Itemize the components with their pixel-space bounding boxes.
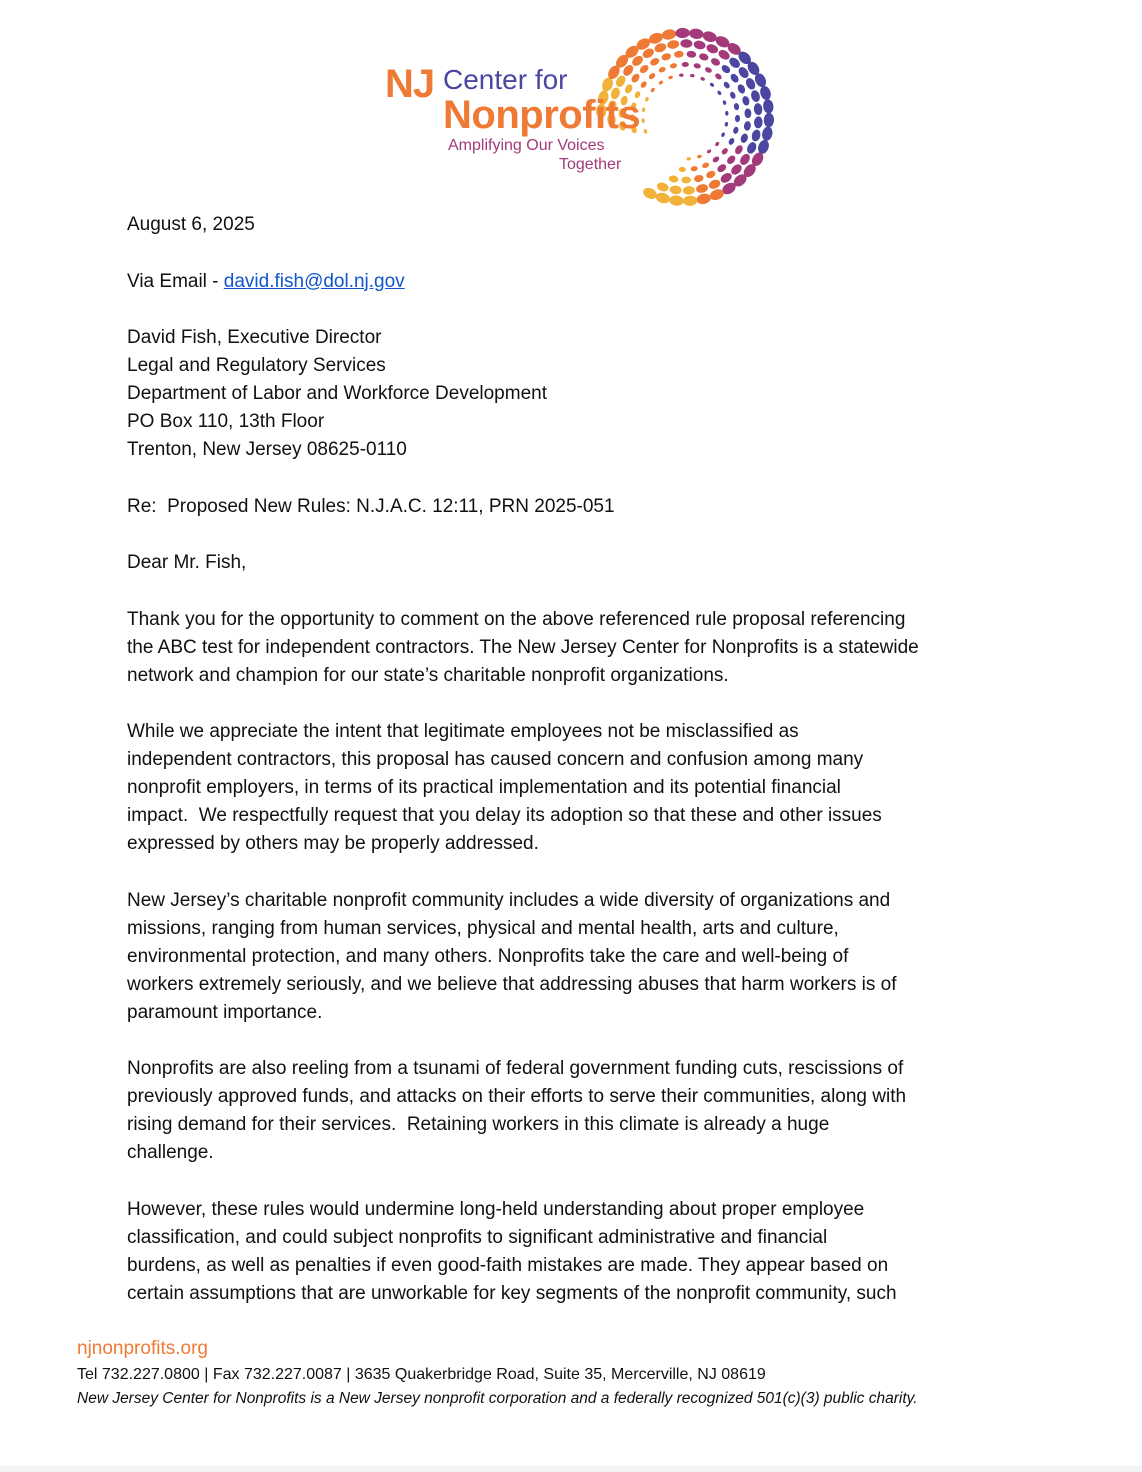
logo-dot: [743, 121, 751, 131]
logo-dot: [639, 80, 647, 89]
logo-dot: [741, 95, 750, 106]
logo-dot: [709, 82, 715, 88]
subject-line: Re: Proposed New Rules: N.J.A.C. 12:11, PRN 2025-051: [127, 495, 615, 517]
logo-dot: [724, 122, 728, 127]
logo-dot: [701, 162, 710, 170]
paragraph: [127, 887, 1027, 1027]
logo-dot: [675, 28, 690, 39]
logo-dot: [655, 191, 672, 205]
recipient-email-link[interactable]: david.fish@dol.nj.gov: [223, 270, 405, 292]
logo-dot: [705, 169, 717, 179]
logo-dot: [648, 72, 657, 80]
logo-dot: [693, 40, 706, 51]
logo-dot: [690, 74, 695, 78]
address-line: David Fish, Executive Director: [127, 327, 382, 348]
letter-body: [127, 211, 1027, 1336]
paragraph-line: independent contractors, this proposal has caused concern and confusion among many: [127, 749, 864, 770]
paragraph-line: Nonprofits are also reeling from a tsunami of federal government funding cuts, rescissions of: [127, 1058, 904, 1079]
paragraph-line: nonprofit employers, in terms of its practical implementation and its potential financial: [127, 777, 841, 798]
logo-dot: [716, 163, 728, 174]
logo-dot: [720, 63, 732, 74]
logo-dot: [721, 132, 726, 138]
logo-dot: [754, 116, 763, 129]
address-line: Trenton, New Jersey 08625-0110: [127, 439, 407, 460]
logo-nonprofits: Nonprofits: [443, 93, 641, 137]
paragraph: [127, 1055, 1027, 1167]
logo-dot: [669, 63, 677, 70]
logo-dot: [644, 96, 649, 102]
via-label: Via Email -: [127, 270, 224, 292]
logo-dot: [696, 192, 712, 205]
logo-dot: [668, 175, 679, 183]
logo-dot: [686, 157, 691, 161]
logo-dot: [697, 154, 703, 159]
logo-dot: [722, 81, 730, 90]
logo-dot: [710, 57, 722, 68]
logo-dot: [630, 72, 641, 84]
address-line: Legal and Regulatory Services: [127, 355, 386, 376]
footer-contact: Tel 732.227.0800 | Fax 732.227.0087 | 3635 Quakerbridge Road, Suite 35, Mercerville, NJ 08619: [77, 1366, 766, 1383]
logo-dot: [683, 195, 698, 206]
logo-dot: [705, 43, 719, 55]
logo-dot: [704, 66, 713, 74]
logo-dot: [680, 39, 692, 48]
logo-dot: [761, 126, 774, 142]
letter-footer: [77, 1336, 918, 1411]
logo-dot: [642, 107, 646, 112]
logo-dot: [736, 83, 746, 95]
paragraph-line: However, these rules would undermine long-held understanding about proper employee: [127, 1198, 865, 1220]
logo-dot: [658, 66, 667, 74]
page-edge: [0, 1466, 1142, 1472]
logo-dot: [683, 186, 695, 195]
logo-dot: [669, 185, 682, 195]
logo-tagline-1: Amplifying Our Voices: [448, 137, 605, 154]
paragraph-line: challenge.: [127, 1142, 214, 1163]
recipient-address: [127, 324, 1027, 464]
paragraph-line: certain assumptions that are unworkable for key segments of the nonprofit community, such: [127, 1282, 897, 1304]
paragraph-line: burdens, as well as penalties if even good-faith mistakes are made. They appear based on: [127, 1254, 889, 1276]
salutation: Dear Mr. Fish,: [127, 552, 247, 573]
logo-dot: [729, 91, 737, 100]
footer-legal-notice: New Jersey Center for Nonprofits is a New Jersey nonprofit corporation and a federally recognized 501(c)(3) public charity.: [77, 1390, 918, 1407]
logo-dot: [722, 100, 727, 106]
logo-dot: [690, 166, 698, 172]
paragraph: [127, 718, 1027, 858]
logo-dot: [734, 144, 745, 156]
logo-dot: [762, 99, 774, 115]
address-line: PO Box 110, 13th Floor: [127, 411, 325, 432]
logo-dot: [706, 149, 712, 155]
logo-dot: [739, 133, 749, 144]
logo-dot: [744, 108, 751, 118]
paragraph-line: network and champion for our state’s charitable nonprofit organizations.: [127, 664, 729, 686]
paragraph-line: New Jersey’s charitable nonprofit community includes a wide diversity of organizations and: [127, 889, 891, 911]
logo-dot: [753, 103, 763, 116]
logo-dot: [650, 87, 656, 93]
logo-dot: [745, 141, 758, 155]
logo-dot: [649, 56, 661, 67]
via-email-line: [127, 268, 1027, 296]
logo-dot: [728, 137, 736, 146]
logo-dot: [707, 178, 721, 191]
logo-dot: [714, 72, 723, 80]
logo-dot: [725, 154, 737, 166]
paragraph-line: rising demand for their services. Retaining workers in this climate is already a huge: [127, 1114, 830, 1135]
paragraph-line: workers extremely seriously, and we believe that addressing abuses that harm workers is of: [127, 973, 897, 995]
logo-dot: [750, 129, 761, 143]
logo-dot: [656, 181, 670, 193]
logo-dot: [668, 75, 674, 80]
paragraph-line: While we appreciate the intent that legitimate employees not be misclassified as: [127, 721, 799, 742]
logo-dot: [681, 177, 691, 184]
logo-dot: [695, 183, 709, 194]
logo-nj: NJ: [385, 62, 435, 106]
paragraph-line: Thank you for the opportunity to comment on the above referenced rule proposal referencing: [127, 608, 906, 630]
logo-center-for: Center for: [443, 64, 568, 95]
logo-dot: [729, 72, 740, 84]
logo-dot: [719, 171, 734, 185]
logo-dot: [682, 62, 689, 67]
paragraph-line: environmental protection, and many others. Nonprofits take the care and well-being of: [127, 945, 849, 967]
logo-dot: [679, 73, 684, 77]
paragraph-line: previously approved funds, and attacks on their efforts to serve their communities, along with: [127, 1086, 907, 1107]
logo-dot: [688, 28, 704, 40]
logo-tagline-2: Together: [559, 156, 622, 173]
logo-dot: [661, 28, 677, 41]
logo-dot: [717, 90, 723, 96]
organization-logo: [385, 22, 775, 212]
logo-dot: [750, 89, 761, 103]
logo-dot: [669, 195, 684, 207]
logo-dot: [698, 52, 709, 61]
logo-dot: [700, 76, 706, 81]
letter-date: August 6, 2025: [127, 214, 255, 235]
paragraph-line: expressed by others may be properly addressed.: [127, 833, 539, 854]
logo-dot: [661, 52, 672, 61]
logo-dot: [658, 80, 664, 86]
paragraph: [127, 606, 1027, 690]
logo-dot: [638, 63, 650, 74]
address-line: Department of Labor and Workforce Development: [127, 383, 547, 404]
logo-dot: [712, 155, 721, 163]
paragraph-line: paramount importance.: [127, 1001, 323, 1023]
paragraph: [127, 1196, 1027, 1308]
logo-dot: [759, 85, 773, 102]
logo-dot: [693, 174, 704, 183]
logo-dot: [732, 126, 739, 134]
paragraph-line: missions, ranging from human services, physical and mental health, arts and culture,: [127, 917, 839, 939]
paragraph-line: the ABC test for independent contractors. The New Jersey Center for Nonprofits is a statewide: [127, 636, 919, 658]
logo-dot: [693, 63, 701, 70]
logo-dot: [701, 30, 718, 44]
logo-dot: [679, 167, 686, 172]
paragraph-line: classification, and could subject nonprofits to significant administrative and financial: [127, 1226, 828, 1248]
logo-dot: [714, 141, 720, 147]
logo-dot: [764, 113, 775, 128]
logo-dot: [641, 186, 658, 201]
logo-dot: [735, 115, 740, 122]
footer-website[interactable]: njnonprofits.org: [77, 1338, 208, 1359]
logo-dot: [667, 39, 680, 49]
logo-dot: [733, 103, 739, 111]
logo-dot: [674, 50, 684, 58]
logo-dot: [641, 118, 645, 123]
logo-dot: [686, 50, 696, 58]
logo-dot: [725, 111, 729, 116]
paragraph-line: impact. We respectfully request that you delay its adoption so that these and other issues: [127, 805, 882, 826]
logo-dot: [721, 147, 730, 156]
logo-dot: [643, 129, 648, 135]
